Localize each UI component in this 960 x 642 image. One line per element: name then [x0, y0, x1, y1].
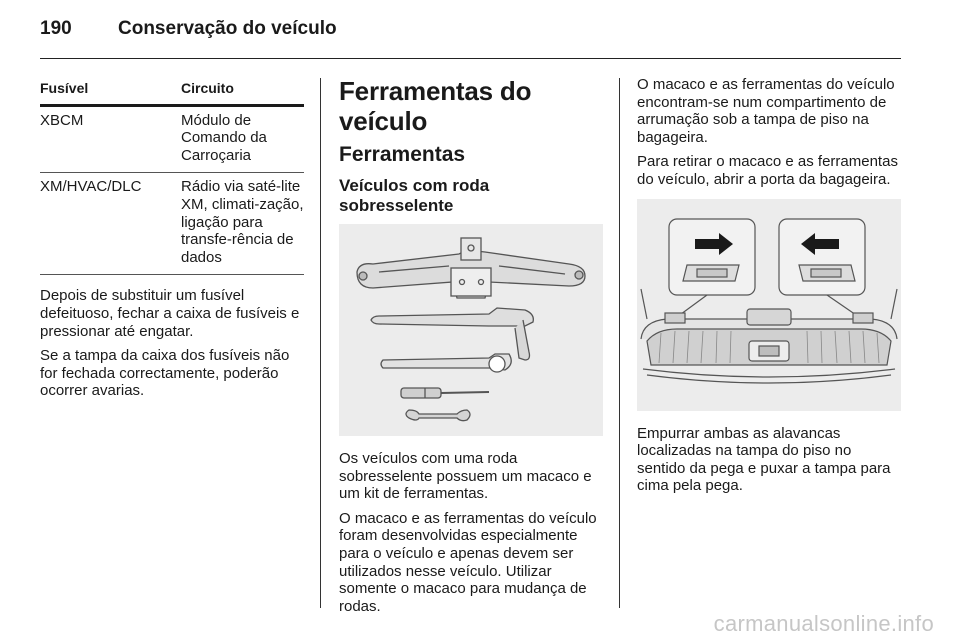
paragraph: Para retirar o macaco e as ferramentas do veículo, abrir a porta da bagageira.	[637, 153, 898, 188]
watermark: carmanualsonline.info	[713, 611, 934, 636]
column-3	[637, 76, 901, 502]
fuse-table	[40, 76, 304, 275]
page-header	[40, 18, 900, 48]
paragraph: Os veículos com uma roda sobresselente possuem um macaco e um kit de ferramentas.	[339, 450, 592, 503]
page-number: 190	[40, 18, 72, 39]
trunk-floor-image	[637, 199, 901, 411]
section-subsubtitle: Veículos com roda sobresselente	[339, 176, 490, 215]
column-divider	[320, 78, 321, 608]
trunk-floor-illustration	[637, 199, 901, 411]
paragraph: Depois de substituir um fusível defeituoso, fechar a caixa de fusíveis e pressionar até engatar.	[40, 287, 300, 340]
circuit-cell: Módulo de Comando da Carroçaria	[181, 105, 304, 173]
section-title: Ferramentas do veículo	[339, 76, 532, 136]
header-rule	[40, 58, 901, 59]
fuse-table-header	[40, 76, 304, 105]
fuse-cell: XM/HVAC/DLC	[40, 173, 181, 275]
fuse-cell: XBCM	[40, 105, 181, 173]
paragraph: O macaco e as ferramentas do veículo foram desenvolvidas especialmente para o veículo e apenas devem ser utilizados nesse veículo. Utilizar somente o macaco para mudança de rodas.	[339, 509, 597, 615]
tools-illustration	[339, 224, 603, 436]
chapter-title: Conservação do veículo	[118, 18, 337, 39]
paragraph: O macaco e as ferramentas do veículo encontram-se num compartimento de arrumação sob a tampa de piso na bagageira.	[637, 76, 895, 146]
table-row	[40, 105, 304, 173]
column-1	[40, 76, 304, 407]
column-divider	[619, 78, 620, 608]
header-fuse: Fusível	[40, 76, 181, 105]
column-2	[339, 76, 603, 622]
paragraph: Empurrar ambas as alavancas localizadas na tampa do piso no sentido da pega e puxar a tampa para cima pela pega.	[637, 424, 891, 495]
header-circuit: Circuito	[181, 76, 304, 105]
paragraph: Se a tampa da caixa dos fusíveis não for fechada correctamente, poderão ocorrer avarias.	[40, 347, 290, 400]
jack-and-tools-image	[339, 224, 603, 436]
table-row	[40, 173, 304, 275]
section-subtitle: Ferramentas	[339, 143, 466, 166]
circuit-cell: Rádio via saté-lite XM, climati-zação, ligação para transfe-rência de dados	[181, 173, 304, 275]
